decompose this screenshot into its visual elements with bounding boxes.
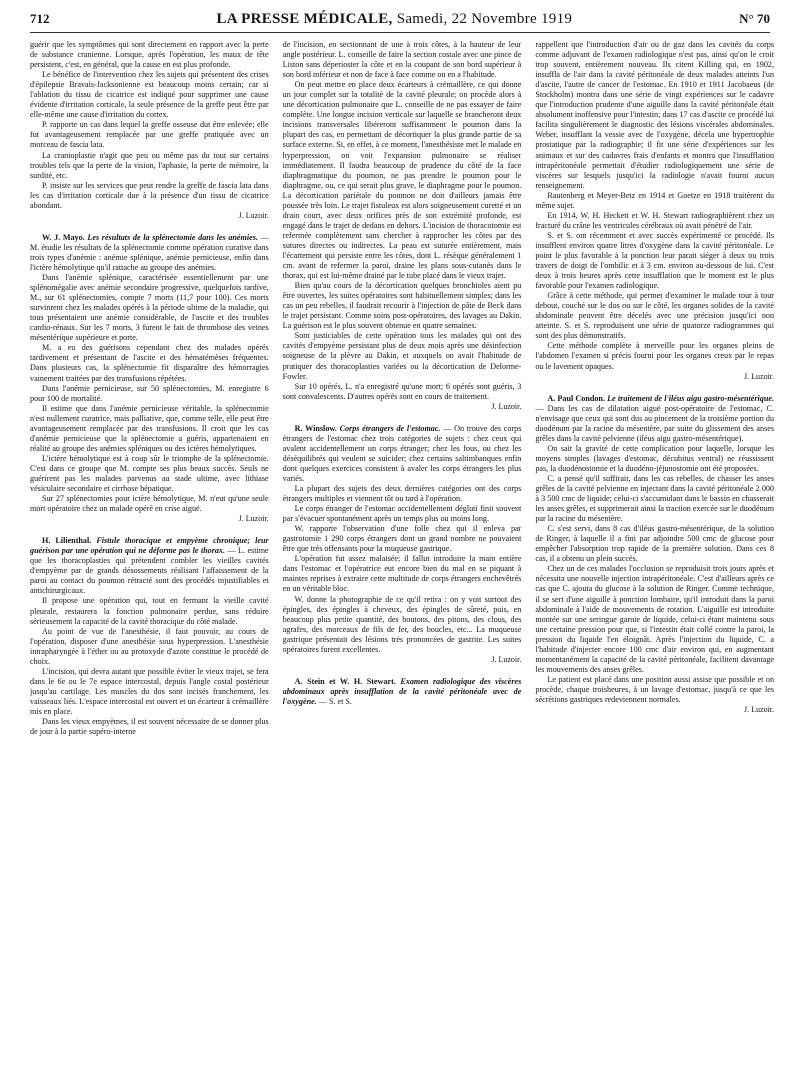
paragraph: L'ictère hémolytique est à coup sûr le triomphe de la splénectomie. C'est dans ce groupe que M. compte ses plus beaux succès. Seuls ne guérirent pas les malades parvenus au stade ultime, avec lithiase vésiculaire secondaire et cirrhose hépatique. — [30, 453, 269, 494]
article-stein-header — [283, 677, 522, 707]
article-title: Le traitement de l'iléus aigu gastro-mésentérique. — [607, 393, 774, 403]
signature: J. Luzoir. — [744, 705, 774, 715]
journal-name: LA PRESSE MÉDICALE, — [216, 10, 393, 27]
paragraph: On sait la gravité de cette complication pour laquelle, lorsque les moyens simples (lavages d'estomac, décubitus ventral) ne réussissent pas, la duodénostomie et la duodéno-jéjunostomie ont été proposées. — [535, 443, 774, 473]
paragraph: C. s'est servi, dans 8 cas d'iléus gastro-mésentérique, de la solution de Ringer, à laquelle il a fini par adjoindre 500 cmc de glucose pour empêcher l'absorption trop rapide de la première solution. Dans ces 8 cas, il a obtenu un plein succès. — [535, 524, 774, 564]
paragraph: L'opération fut assez malaisée; il fallut introduire la main entière dans l'estomac et l'opératrice eut encore bien du mal en se piquant à maintes reprises à extraire cette multitude de corps étrangers enchevêtrés en un véritable bloc. — [282, 554, 522, 594]
column-1 — [30, 40, 269, 1072]
issue-number: N° 70 — [739, 11, 770, 26]
signature: J. Luzoir. — [238, 514, 269, 524]
article-lead: — L. estime que les thoracoplasties qui prétendent combler les vieilles cavités d'empyème par de grands désossements réalisant l'affaissement de la paroi au contact du poumon rétracté sont des procédés injustifiables et antichirurgicaux. — [30, 546, 269, 596]
paragraph: La cranioplastie n'agit que peu ou même pas du tout sur certains troubles tels que la perte de la vision, l'aphasie, la perte de mémoire, la surdité, etc. — [30, 150, 269, 180]
paragraph: Dans les vieux empyèmes, il est souvent nécessaire de se donner plus de jour à la partie supéro-interne — [30, 717, 269, 737]
paragraph: En 1914, W. H. Heckett et W. H. Stewart radiographièrent chez un fracturé du crâne les ventricules cérébraux où avait pénétré de l'air. — [535, 210, 774, 230]
article-lilienthal-header — [30, 536, 269, 596]
paragraph: La plupart des sujets des deux dernières catégories ont des corps étrangers multiples et viennent tôt ou tard à l'opération. — [282, 484, 522, 504]
paragraph: Rautenberg et Meyer-Betz en 1914 et Goetze en 1918 traitèrent du même sujet. — [535, 190, 774, 210]
article-author: R. Winslow. — [294, 423, 337, 433]
paragraph: Le patient est placé dans une position aussi assise que possible et on procède, chaque troisheures, à un lavage d'estomac, jusqu'à ce que les sécrétions gastriques redeviennent normales. — [535, 674, 774, 704]
paragraph: Chez un de ces malades l'occlusion se reproduisit trois jours après et nécessita une nouvelle injection intrapéritonéale. C'est d'ailleurs après ce cas que C. ajouta du glucose à la solution de Ringer. Comme technique, il se sert d'une aiguille à ponction lombaire, qu'il introduit dans la paroi abdominale à l'aide de mouvements de rotation. L'aiguille est introduite montée sur une seringue garnie de liquide, celui-ci étant maintenu sous une certaine pression pour que, si l'intestin était collé contre la paroi, la pression du liquide l'en éloignât. Après l'injection du liquide, C. a l'habitude d'injecter encore 100 cmc d'air environ qui, en augmentant momentanément la capacité de la cavité péritonéale, facilitent davantage les mouvements des anses grêles. — [535, 564, 774, 674]
paragraph: Il estime que dans l'anémie pernicieuse véritable, la splénectomie n'est nullement curatrice, mais palliative, que, comme telle, elle peut être avantageusement remplacée par des transfusions. Il croit que les cas d'anémie pernicieuse que la splénectomie a guéris, appartenaient en réalité au groupe des anémies spléniques ou des ictères hémolytiques. — [30, 403, 269, 453]
paragraph: Sur 10 opérés, L. n'a enregistré qu'une mort; 6 opérés sont guéris, 3 sont convalescents. D'autres opérés sont en cours de traitement. — [282, 381, 522, 401]
page-header — [30, 6, 770, 33]
signature: J. Luzoir. — [491, 654, 522, 664]
article-title: Corps étrangers de l'estomac. — [339, 423, 441, 433]
paragraph: Il propose une opération qui, tout en fermant la vieille cavité pleurale, restaurera la fonction pulmonaire perdue, sans réduire sérieusement la capacité de la cavité thoracique du côté malade. — [30, 596, 269, 626]
paragraph: Dans l'anémie splénique, caractérisée essentiellement par une splénomégalie avec anémie secondaire progressive, quelquefois tardive, M., sur 61 splénectomies, compte 7 morts (11,7 pour 100). Ces morts survinrent chez les malades opérés à la période ultime de la maladie, qui tous présentaient une anémie considérable, de l'ascite et des troubles cardio-rénaux. Sur les 7 morts, 3 furent le fait de thrombose des veines mésentérique supérieure et porte. — [30, 273, 269, 343]
journal-title — [216, 11, 572, 28]
paragraph: P. rapporte un cas dans lequel la greffe osseuse dut être enlevée; elle fut avantageusement remplacée par une greffe pratiquée avec un morceau de fascia lata. — [30, 120, 269, 150]
paragraph: P. insiste sur les services que peut rendre la greffe de fascia lata dans les cas d'irritation corticale due à la présence d'un tissu de cicatrice abondant. — [30, 180, 269, 210]
article-columns — [30, 40, 774, 1072]
paragraph: rappellent que l'introduction d'air ou de gaz dans les cavités du corps comme adjuvant de l'examen radiologique n'est pas, ainsi qu'on le croit trop souvent, entièrement nouveau. Ils citent Killing qui, en 1902, insuffla de l'air dans la cavité péritonéale de deux malades atteints l'un d'ascite, l'autre de cancer de l'estomac. En 1910 et 1911 Jacobaeus (de Stockholm) montra dans une série de vingt expériences sur le cadavre que l'introduction prudente d'une aiguille dans la cavité péritonéale était absolument inoffensive pour l'intestin; dans 17 cas d'ascite ce procédé lui facilita singulièrement le diagnostic des lésions viscérales abdominales. Weber, insufflant la vessie avec de l'oxygène, décela une hypertrophie prostatique par la radiographie; il fit une série d'expériences sur les animaux et sur des cadavres frais d'enfants et montra que l'insufflation intrapéritonéale permettait d'étudier radiologiquement une série de viscères sur lesquels jusqu'ici la radiologie n'avait fourni aucun renseignement. — [535, 40, 774, 190]
article-title: Fistule thoracique et empyème chronique; leur guérison par une opération qui ne déforme pas le thorax. — [30, 536, 269, 556]
article-mayo-header — [30, 233, 269, 273]
article-lead: — Dans les cas de dilatation aiguë post-opératoire de l'estomac, C. n'envisage que ceux qui sont dus au pincement de la troisième portion du duodénum par la racine du mésentère, par suite du glissement des anses grêles dans la cavité pelvienne (iléus aigu gastro-mésentérique). — [535, 403, 774, 443]
paragraph: Dans l'anémie pernicieuse, sur 50 splénectomies, M. enregistre 6 pour 100 de mortalité. — [30, 383, 269, 403]
signature: J. Luzoir. — [744, 371, 774, 381]
article-author: A. Paul Condon. — [547, 393, 605, 403]
paragraph: S. et S. ont récemment et avec succès expérimenté ce procédé. Ils insufflent environ quatre litres d'oxygène dans la cavité péritonéale. Le point le plus favorable à la ponction leur parait siéger à deux ou trois travers de doigt de l'ombilic et à 3 cm. environ au-dessous de lui. C'est deux à trois heures après cette insufflation que le moment est le plus favorable pour l'examen radiologique. — [535, 230, 774, 291]
issue-date: Samedi, 22 Novembre 1919 — [396, 10, 573, 27]
article-lead: — On trouve des corps étrangers de l'estomac chez trois catégories de sujets : chez ceux qui avalent accidentellement un corps étranger; chez les fous, ou chez les déséquilibrés qui veulent se suicider; chez certains saltimbanques enfin dont quelques exercices consistent à avaler les corps étrangers les plus variés. — [282, 423, 522, 483]
paragraph: Sur 27 splénectomies pour ictère hémolytique, M. n'eut qu'une seule mort opératoire chez un malade opéré en crise aiguë. — [30, 494, 269, 514]
paragraph: C. a pensé qu'il suffirait, dans les cas rebelles, de chasser les anses grêles de la cavité pelvienne en injectant dans la cavité péritonéale 2 000 à 3 500 cmc de liquide; celui-ci s'accumulant dans le bassin en chasserait les anses grêles, et supprimerait ainsi la traction exercée sur le duodénum par la racine du mésentère. — [535, 473, 774, 524]
paragraph: guérir que les symptômes qui sont directement en rapport avec la perte de substance cranienne. Lorsque, après l'opération, les maux de tête persistent, c'est, en général, que la cause en est plus profonde. — [30, 40, 269, 70]
article-author: W. J. Mayo. — [42, 232, 85, 242]
article-lead: — S. et S. — [318, 696, 352, 706]
article-winslow-header — [283, 424, 522, 484]
paragraph: On peut mettre en place deux écarteurs à crémaillère, ce qui donne un jour complet sur la totalité de la cavité pleurale; on procède alors à une décortication pulmonaire que L. conseille de ne pas essayer de faire complète. Une longue incision verticale sur laquelle se brancheront deux incisions transversales libéreront suffisamment le poumon dans la plupart des cas, en permettant de décortiquer la plus grande partie de sa surface externe. Si, en effet, à ce moment, l'anesthésiste met le malade en hyperpression, on voit l'expansion pulmonaire se réaliser immédiatement. Il faudra beaucoup de prudence du côté de la face diaphragmatique du poumon, ne pas prendre le poumon pour le diaphragme, ou, ce qui serait plus grave, le diaphragme pour le poumon. La décortication pariétale du poumon ne doit d'ailleurs jamais être poussée très loin. Le trajet fistuleux est alors soigneusement curetté et un drain court, avec deux orifices près de son extrémité profonde, est engagé dans le trajet de dedans en dehors. L'incision de thoracotomie est refermée complètement sans chercher à rapprocher les côtes par des sutures directes ou indirectes. La peau est suturée entièrement, mais l'écartement qui persiste entre les côtes, dont L. résèque généralement 1 cm. avant de refermer la paroi, draine les plans sous-cutanés dans le thorax, qui est lui-même drainé par le tube placé dans le vieux trajet. — [282, 80, 522, 281]
article-author: A. Stein et W. H. Stewart. — [294, 676, 396, 686]
signature: J. Luzoir. — [491, 401, 522, 411]
signature: J. Luzoir. — [238, 210, 269, 220]
paragraph: W. rapporte l'observation d'une folle chez qui il enleva par gastrotomie 1 290 corps étrangers dont un grand nombre ne pouvaient être que très offensants pour la muqueuse gastrique. — [282, 524, 522, 554]
article-title: Examen radiologique des viscères abdominaux après insufflation de la cavité péritonéale avec de l'oxygène. — [282, 676, 522, 706]
paragraph: Le bénéfice de l'intervention chez les sujets qui présentent des crises d'épilepsie Bravais-Jacksonienne est beaucoup moins certain; car si l'ablation du tissu de cicatrice est indiqué pour supprimer une cause évidente d'irritation corticale, la seule présence de la greffe peut être par elle-même une cause d'irritation du cortex. — [30, 70, 269, 120]
paragraph: Cette méthode complète à merveille pour les organes pleins de l'abdomen l'examen si précis fourni pour les organes creux par le repas ou le lavement opaques. — [535, 341, 774, 371]
paragraph: Le corps étranger de l'estomac accidentellement dégluti finit souvent par s'évacuer spontanément après un temps plus ou moins long. — [282, 504, 522, 524]
article-condon-header — [535, 394, 774, 444]
page-number: 712 — [30, 11, 50, 26]
paragraph: W. donne la photographie de ce qu'il retira : on y voit surtout des épingles, des épingles à cheveux, des épingles de sûreté, puis, en beaucoup plus petite quantité, des boutons, des pitons, des clous, des agrafes, des morceaux de fils de fer, des boucles, etc... La muqueuse gastrique présentait des lésions très prononcées de gastrite. Les suites opératoires furent excellentes. — [282, 594, 522, 654]
paragraph: L'incision, qui devra autant que possible éviter le vieux trajet, se fera dans le 6e ou le 7e espace intercostal, depuis l'angle costal postérieur jusqu'au cartilage. Les muscles du dos sont incisés franchement, les vaisseaux liés. L'espace intercostal est ouvert et un écarteur à crémaillère mis en place. — [30, 666, 269, 716]
article-lead: — M. étudie les résultats de la splénectomie comme opération curative dans trois types d'anémie : anémie splénique, anémie pernicieuse, enfin dans l'ictère hémolytique qu'il rattache au groupe des anémies. — [30, 232, 269, 272]
paragraph: Bien qu'au cours de la décortication quelques bronchioles aient pu être ouvertes, les suites opératoires sont habituellement simples; dans les cas un peu rebelles, il faudrait recourir à l'injection de pâte de Beck dans le trajet persistant. Comme soins post-opératoires, des lavages au Dakin. La guérison est le plus souvent obtenue en quatre semaines. — [282, 281, 522, 331]
column-2 — [283, 40, 522, 1072]
article-author: H. Lilienthal. — [42, 536, 92, 546]
paragraph: M. a eu des guérisons cependant chez des malades opérés tardivement et présentant de l'ascite et des hématémèses fréquentes. Dans plusieurs cas, la splénectomie fit disparaître des hémorragies vainement traitées par des transfusions répétées. — [30, 343, 269, 383]
paragraph: de l'incision, en sectionnant de une à trois côtes, à la hauteur de leur angle postérieur. L. conseille de faire la section costale avec une pince de Liston sans déperioster la côte et en la coupant de son bord supérieur à son bord inférieur et non de face à face comme on en a l'habitude. — [282, 40, 522, 80]
paragraph: Au point de vue de l'anesthésie, il faut pouvoir, au cours de l'opération, disposer d'une anesthésie sous hyperpression. L'anesthésie intrapharyngée à l'éther ou au protoxyde d'azote constitue le procédé de choix. — [30, 626, 269, 666]
paragraph: Grâce à cette méthode, qui permet d'examiner le malade tour à tour debout, couché sur le dos ou sur le côté, les organes solides de la cavité abdominale peuvent être décelés avec une précision jusqu'ici non atteinte. S. et S. reproduisent une série de quatorze radiogrammes qui sont des plus démonstratifs. — [535, 291, 774, 341]
column-3 — [535, 40, 774, 1072]
paragraph: Sont justiciables de cette opération tous les malades qui ont des cavités d'empyème persistant plus de deux mois après une désinfection soigneuse de la plèvre au Dakin, et auxquels on avait l'habitude de pratiquer des thoracoplasties variées ou la décortication de Delorme-Fowler. — [282, 331, 522, 381]
article-title: Les résultats de la splénectomie dans les anémies. — [87, 232, 258, 242]
